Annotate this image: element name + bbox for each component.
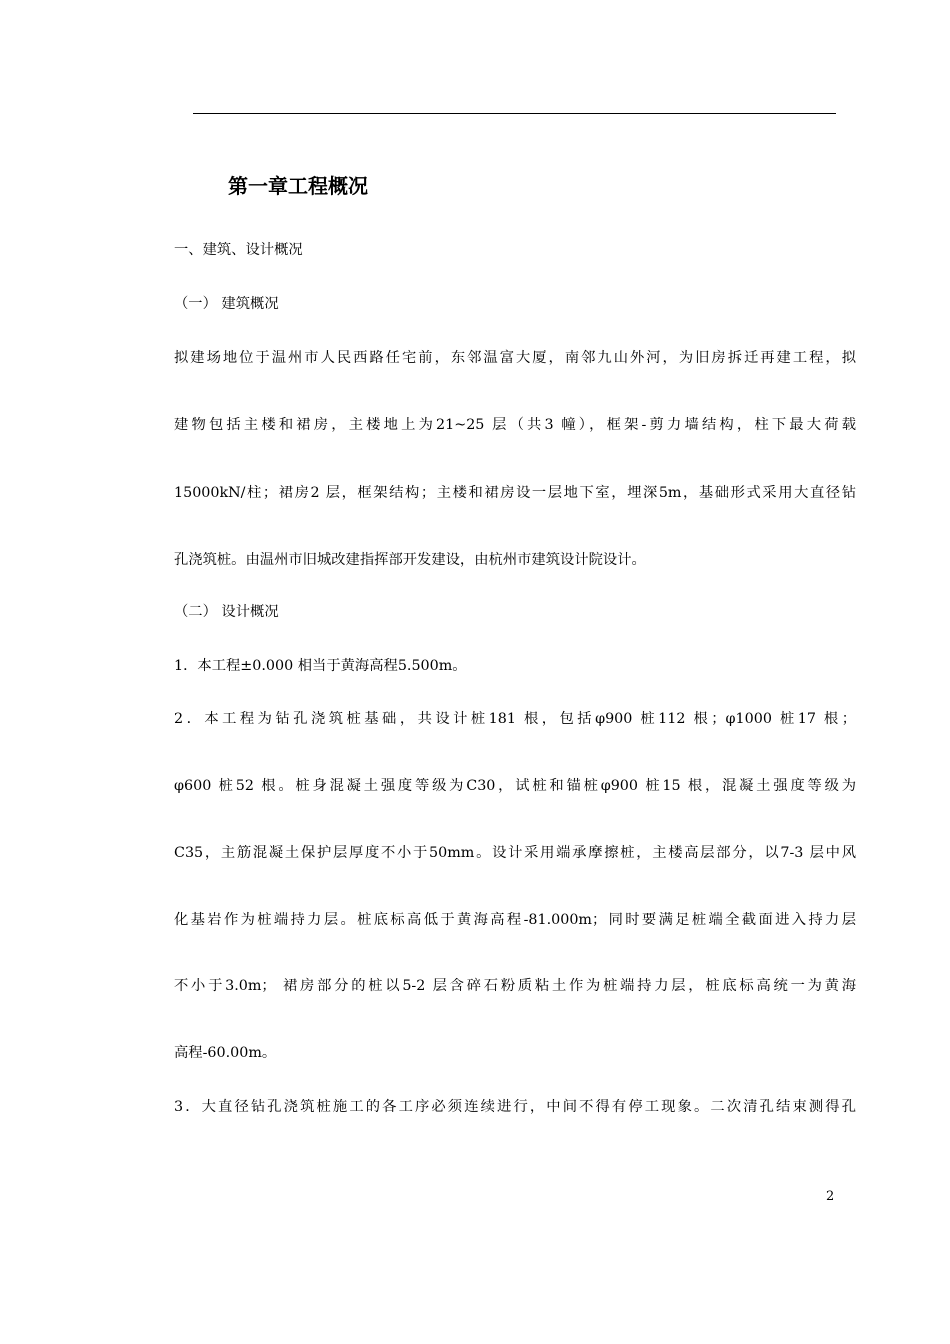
section-heading: 一、建筑、设计概况	[174, 242, 303, 258]
list-item-2-line: C35，主筋混凝土保护层厚度不小于50mm。设计采用端承摩擦桩，主楼高层部分，以7-3 层中风	[174, 845, 856, 861]
list-item-1: 1．本工程±0.000 相当于黄海高程5.500m。	[174, 658, 467, 674]
paragraph-line: 15000kN/柱；裙房2 层，框架结构；主楼和裙房设一层地下室，埋深5m，基础形式采用大直径钻	[174, 485, 856, 501]
list-item-2-line: 化基岩作为桩端持力层。桩底标高低于黄海高程-81.000m；同时要满足桩端全截面进入持力层	[174, 912, 856, 928]
list-item-2-line: 高程-60.00m。	[174, 1045, 277, 1061]
list-item-2-line: φ600 桩52 根。桩身混凝土强度等级为C30，试桩和锚桩φ900 桩15 根，混凝土强度等级为	[174, 778, 856, 794]
list-item-2-line: 2．本工程为钻孔浇筑桩基础，共设计桩181 根，包括φ900 桩112 根；φ1000 桩17 根；	[174, 711, 856, 727]
paragraph-line: 孔浇筑桩。由温州市旧城改建指挥部开发建设，由杭州市建筑设计院设计。	[174, 552, 646, 568]
subsection-heading-design: （二） 设计概况	[174, 604, 279, 620]
list-item-3-line: 3．大直径钻孔浇筑桩施工的各工序必须连续进行，中间不得有停工现象。二次清孔结束测得孔	[174, 1099, 856, 1115]
paragraph-line: 建物包括主楼和裙房，主楼地上为21~25 层（共3 幢），框架-剪力墙结构，柱下最大荷载	[174, 417, 856, 433]
page-number: 2	[826, 1189, 835, 1204]
subsection-heading-building: （一） 建筑概况	[174, 296, 279, 312]
chapter-title: 第一章工程概况	[228, 174, 368, 198]
paragraph-line: 拟建场地位于温州市人民西路任宅前，东邻温富大厦，南邻九山外河，为旧房拆迁再建工程，拟	[174, 350, 856, 366]
header-rule	[193, 113, 836, 114]
list-item-2-line: 不小于3.0m； 裙房部分的桩以5-2 层含碎石粉质粘土作为桩端持力层，桩底标高统一为黄海	[174, 978, 856, 994]
